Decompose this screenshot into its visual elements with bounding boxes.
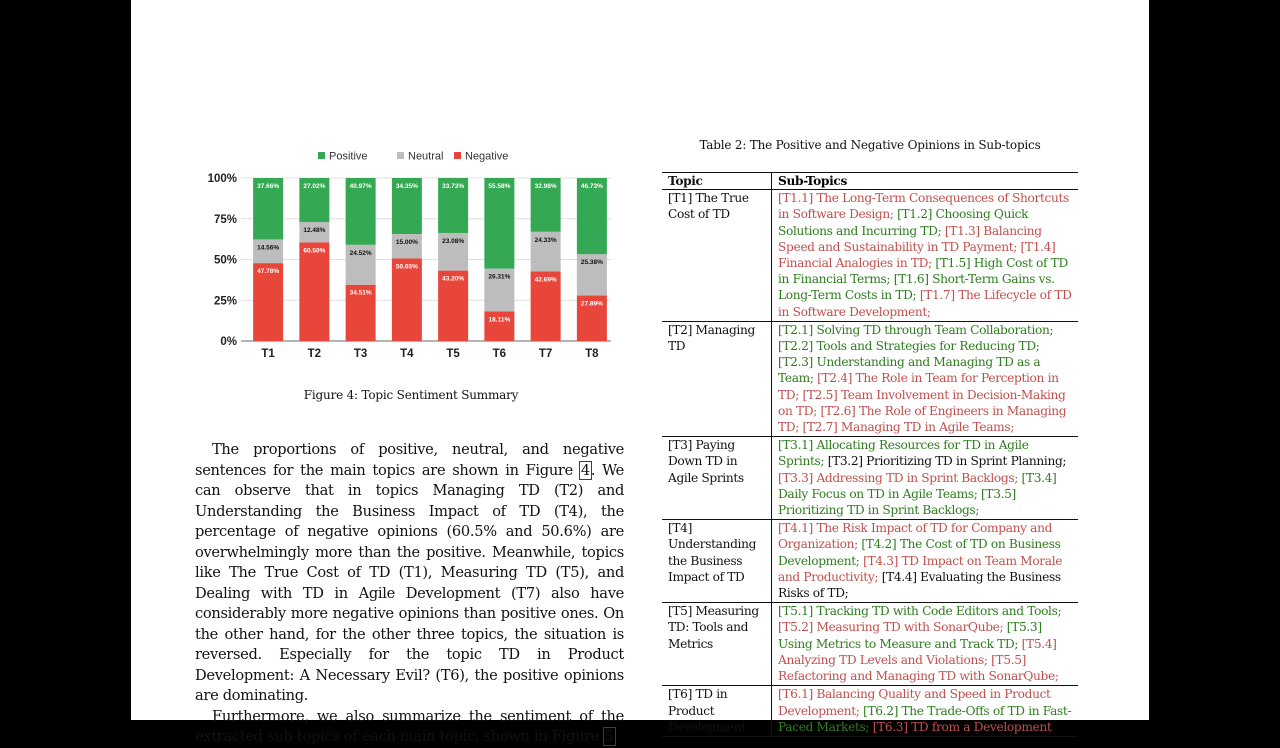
subtopic-negative: [T2.4] The Role in Team for Perception in TD;: [778, 371, 1059, 402]
subtopics-cell: [772, 321, 1079, 436]
subtopic-positive: [T2.2] Tools and Strategies for Reducing TD;: [778, 339, 1040, 354]
header-topic: Topic: [662, 173, 772, 190]
topic-cell: [T5] Measuring TD: Tools and Metrics: [662, 603, 772, 686]
data-label: 32.98%: [534, 183, 557, 190]
topic-cell: [T4] Understanding the Business Impact of TD: [662, 520, 772, 603]
subtopic-negative: [T2.7] Managing TD in Agile Teams;: [802, 420, 1015, 435]
data-label: 43.20%: [442, 275, 465, 283]
bar-positive: [484, 178, 514, 269]
data-label: 23.08%: [442, 237, 465, 245]
subtopic-positive: [T3.1] Allocating Resources for TD in Agile Sprints;: [778, 438, 1029, 469]
paragraph-1: The proportions of positive, neutral, and negative sentences for the main topics are shown in Figure 4. We can observe that in topics Managing TD (T2) and Understanding the Business Impact of TD (T4), the percentage of negative opinions (60.5% and 50.6%) are overwhelmingly more than the positive. Meanwhile, topics like The True Cost of TD (T1), Measuring TD (T5), and Dealing with TD in Agile Development (T7) also have considerably more negative opinions than positive ones. On the other hand, for the other three topics, the situation is reversed. Especially for the topic TD in Product Development: A Necessary Evil? (T6), the positive opinions are dominating.: [195, 441, 624, 704]
subtopic-negative: [T3.3] Addressing TD in Sprint Backlogs;: [778, 470, 1022, 485]
subtopic-neutral: [T3.2] Prioritizing TD in Sprint Planning;: [827, 454, 1067, 469]
x-tick-label: T8: [585, 348, 599, 360]
subtopic-negative: [T1.4] Financial Analogies in TD;: [778, 239, 1056, 271]
data-label: 42.69%: [534, 276, 557, 284]
topic-sentiment-chart: [191, 140, 631, 370]
x-tick-label: T3: [353, 348, 368, 360]
legend-swatch-neutral: [397, 152, 404, 159]
data-label: 37.66%: [257, 183, 280, 190]
subtopics-cell: [772, 603, 1079, 686]
figure-ref-link[interactable]: 4: [580, 461, 590, 479]
subtopic-positive: [T2.1] Solving TD through Team Collaboration;: [778, 322, 1054, 337]
legend-swatch-positive: [318, 152, 325, 159]
subtopics-cell: [772, 686, 1079, 737]
data-label: 50.65%: [395, 263, 418, 271]
subtopic-positive: [T3.4] Daily Focus on TD in Agile Teams;: [778, 470, 1057, 501]
data-label: 12.48%: [303, 227, 326, 235]
data-label: 60.50%: [303, 247, 326, 255]
subtopic-positive: [T5.3] Using Metrics to Measure and Track TD;: [778, 620, 1042, 651]
table-row: [662, 437, 1078, 520]
subtopic-positive: [T1.5] High Cost of TD in Financial Terms;: [778, 256, 1068, 287]
data-label: 15.00%: [395, 238, 418, 246]
x-tick-label: T1: [261, 348, 275, 360]
x-tick-label: T2: [307, 348, 322, 360]
subtopic-positive: [T1.2] Choosing Quick Solutions and Incurring TD;: [778, 207, 1029, 238]
subtopic-positive: [T5.1] Tracking TD with Code Editors and Tools;: [778, 604, 1062, 619]
subtopic-negative: [T6.1] Balancing Quality and Speed in Product Development;: [778, 687, 1051, 718]
table-row: [662, 603, 1078, 686]
subtopic-positive: [T2.3] Understanding and Managing TD as a Team;: [778, 355, 1041, 386]
data-label: 46.73%: [580, 183, 603, 190]
topic-cell: [T1] The True Cost of TD: [662, 190, 772, 322]
y-tick-label: 75%: [213, 213, 237, 226]
data-label: 34.51%: [349, 289, 372, 297]
y-tick-label: 0%: [220, 336, 237, 348]
x-tick-label: T4: [400, 348, 414, 360]
subtopic-neutral: [T4.4] Evaluating the Business Risks of TD;: [778, 569, 1061, 601]
subtopics-table: [662, 172, 1078, 737]
subtopic-negative: [T1.7] The Lifecycle of TD in Software Development;: [778, 288, 1072, 319]
data-label: 27.89%: [580, 300, 603, 308]
x-tick-label: T5: [446, 348, 460, 360]
topic-cell: [T2] Managing TD: [662, 321, 772, 436]
header-subtopics: Sub-Topics: [772, 173, 1079, 190]
subtopics-cell: [772, 520, 1079, 603]
data-label: 24.52%: [349, 249, 372, 257]
bar-negative: [299, 242, 329, 341]
subtopics-cell: [772, 190, 1079, 322]
subtopics-cell: [772, 437, 1079, 520]
data-label: 14.56%: [257, 244, 280, 252]
data-label: 55.58%: [488, 183, 511, 190]
bar-negative: [392, 258, 422, 341]
legend-label-positive: Positive: [329, 150, 368, 163]
legend-swatch-negative: [454, 152, 461, 159]
y-tick-label: 25%: [213, 295, 237, 308]
bar-neutral: [392, 234, 422, 258]
y-tick-label: 50%: [213, 254, 237, 267]
data-label: 33.73%: [442, 182, 465, 190]
paragraph-2: Furthermore, we also summarize the sentiment of the extracted sub-topics of each main topic, shown in Figure 5: [195, 707, 624, 745]
figure-caption: Figure 4: Topic Sentiment Summary: [303, 388, 519, 402]
topic-cell: [T6] TD in Product Development: [662, 686, 772, 737]
subtopic-positive: [T3.5] Prioritizing TD in Sprint Backlogs;: [778, 486, 1016, 518]
y-tick-label: 100%: [207, 173, 237, 185]
data-label: 18.11%: [488, 316, 511, 324]
data-label: 26.31%: [488, 273, 511, 281]
subtopic-negative: [T5.4] Analyzing TD Levels and Violations;: [778, 636, 1057, 667]
subtopic-negative: [T1.3] Balancing Speed and Sustainability in TD Payment;: [778, 223, 1042, 254]
subtopic-negative: [T6.3] TD from a Development: [872, 719, 1052, 734]
subtopic-positive: [T1.6] Short-Term Gains vs. Long-Term Costs in TD;: [778, 272, 1055, 303]
table-row: [662, 520, 1078, 603]
subtopic-negative: [T1.1] The Long-Term Consequences of Shortcuts in Software Design;: [778, 191, 1069, 222]
table-row: [662, 321, 1078, 436]
data-label: 27.02%: [303, 183, 326, 190]
table-caption: Table 2: The Positive and Negative Opinions in Sub-topics: [699, 138, 1041, 152]
data-label: 24.33%: [534, 236, 557, 244]
data-label: 40.97%: [349, 183, 372, 190]
figure-ref-link[interactable]: 5: [604, 728, 614, 745]
data-label: 34.35%: [395, 183, 418, 190]
topic-cell: [T3] Paying Down TD in Agile Sprints: [662, 437, 772, 520]
data-label: 25.38%: [580, 259, 603, 267]
subtopic-positive: [T4.2] The Cost of TD on Business Development;: [778, 537, 1061, 568]
data-label: 47.78%: [257, 268, 280, 276]
legend-label-negative: Negative: [465, 150, 509, 163]
subtopic-negative: [T4.1] The Risk Impact of TD for Company and Organization;: [778, 521, 1053, 552]
document-page: [131, 0, 1149, 745]
legend-label-neutral: Neutral: [408, 150, 444, 163]
subtopic-negative: [T2.5] Team Involvement in Decision-Making on TD;: [778, 387, 1066, 418]
table-row: [662, 190, 1078, 322]
table-header-row: [662, 173, 1078, 190]
subtopic-negative: [T2.6] The Role of Engineers in Managing TD;: [778, 403, 1067, 435]
x-tick-label: T7: [538, 348, 553, 360]
subtopic-negative: [T4.3] TD Impact on Team Morale and Productivity;: [778, 553, 1063, 584]
subtopic-positive: [T6.2] The Trade-Offs of TD in Fast-Paced Markets;: [778, 703, 1072, 734]
subtopic-negative: [T5.2] Measuring TD with SonarQube;: [778, 620, 1007, 635]
subtopic-negative: [T5.5] Refactoring and Managing TD with SonarQube;: [778, 652, 1059, 684]
table-row: [662, 686, 1078, 737]
body-text: [195, 440, 624, 748]
x-tick-label: T6: [492, 348, 507, 360]
